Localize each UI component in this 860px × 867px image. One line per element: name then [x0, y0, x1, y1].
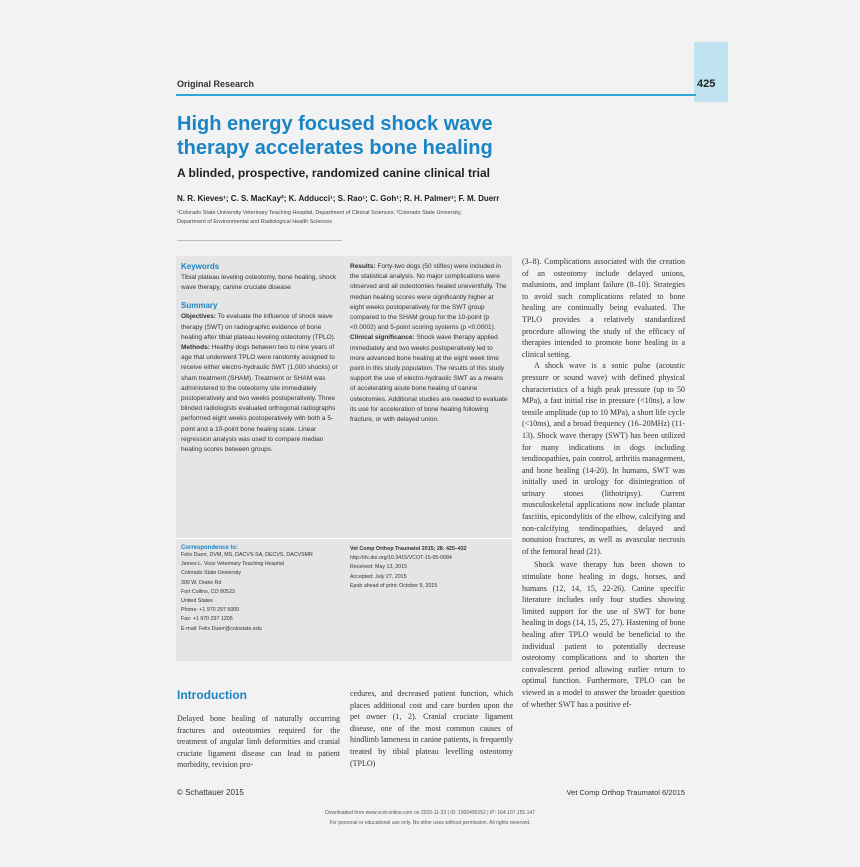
corr-line-5: Fort Collins, CO 80523 — [181, 588, 235, 595]
header-rule — [176, 94, 696, 96]
title-divider — [177, 240, 342, 241]
clinical-label: Clinical significance: — [350, 334, 415, 342]
corr-line-8: Fax: +1 970 297 1205 — [181, 616, 233, 623]
article-title — [177, 112, 537, 160]
results-paragraph — [350, 262, 508, 333]
author-list: N. R. Kieves¹; C. S. MacKay²; K. Adducci¹; S. Rao¹; C. Goh¹; R. H. Palmer¹; F. M. Duerr — [177, 194, 500, 203]
methods-paragraph — [181, 343, 339, 455]
correspondence-block — [181, 545, 341, 634]
corr-line-7: Phone: +1 970 297 5000 — [181, 607, 240, 614]
journal-issue-footer: Vet Comp Orthop Traumatol 6/2015 — [566, 788, 685, 797]
corr-line-4: 300 W. Drake Rd — [181, 579, 222, 586]
methods-label: Methods: — [181, 344, 210, 352]
corr-line-6: United States — [181, 598, 213, 605]
title-line-2: therapy accelerates bone healing — [177, 137, 493, 159]
methods-text: Healthy dogs between two to nine years of age that underwent TPLO were randomly assigned to receive either electro-hydraulic SWT (1,000 shocks) or sham treatment (SHAM). Treatment or SHAM was administered to the osteotomy site immediately postoperatively and two weeks postoperatively. Three blinded radiologists evaluated orthogonal radiographs performed eight weeks postoperatively with both a 5-point and a 10-point bone healing scale. Linear regression analysis was used to compare median healing scores between groups. — [181, 344, 338, 454]
abstract-box-divider — [176, 538, 512, 539]
body-right-column — [522, 256, 685, 710]
citation-accepted: Accepted: July 27, 2015 — [350, 573, 407, 580]
summary-heading: Summary — [181, 301, 218, 311]
article-subtitle: A blinded, prospective, randomized canine clinical trial — [177, 166, 490, 180]
corr-line-2: James L. Voss Veterinary Teaching Hospital — [181, 561, 284, 568]
results-text: Forty-two dogs (50 stifles) were included in the statistical analysis. No major complications were observed and all osteotomies healed uneventfully. The median healing scores were significantly higher at eight weeks postoperatively for the SWT group compared to the SHAM group for the 10-point (p <0.0002) and 5-point scoring systems (p <0.0001). — [350, 263, 507, 332]
abstract-left-column — [181, 262, 339, 455]
corr-line-9: E-mail: Felix.Duerr@colostate.edu — [181, 625, 262, 632]
citation-epub: Epub ahead of print: October 9, 2015 — [350, 582, 438, 589]
affiliations — [177, 209, 517, 227]
body-paragraph-2: A shock wave is a sonic pulse (acoustic pressure or sound wave) with defined physical characteristics of a high peak pressure (up to 50 MPa), a fast initial rise in pressure (<10ns), a low tensile amplitude (up to 10 MPa), a short life cycle (<10ms), and a broad frequency (16–20MHz) (11-13). Shock wave therapy (SWT) has been utilized for many indications in dogs including tendinopathies, pain control, arthritis management, and bone healing (14-20). In humans, SWT was initially used in urology for disintegration of urinary stones (lithotripsy). Current musculoskeletal applications now include plantar fasciitis, epicondylitis of the elbow, calcifying and non-calcifying tendinopathies, delayed and nonunion fractures, as well as avascular necrosis of the femoral head (21). — [522, 361, 685, 556]
objectives-paragraph — [181, 312, 339, 343]
introduction-text-left: Delayed bone healing of naturally occurring fractures and osteotomies required for the treatment of angular limb deformities and cranial cruciate ligament disease can lead to patient morbidity, revision pro- — [177, 714, 340, 770]
page-number: 425 — [697, 78, 716, 90]
body-paragraph-1: (3–8). Complications associated with the creation of an osteotomy include delayed unions, malunions, and implant failure (8–10). Strategies to avoid such complications related to bone healing are continually being evaluated. The TPLO provides a relatively standardized procedure allowing the study of the efficacy of therapies intended to promote bone healing in a clinical setting. — [522, 257, 685, 359]
affiliation-line-1: ¹Colorado State University Veterinary Teaching Hospital, Department of Clinical Sciences; ²Colorado State University, — [177, 210, 462, 216]
citation-block — [350, 545, 510, 591]
objectives-text: To evaluate the influence of shock wave therapy (SWT) on radiographic evidence of bone healing after tibial plateau leveling osteotomy (TPLO). — [181, 313, 336, 341]
clinical-paragraph — [350, 333, 508, 425]
abstract-right-column — [350, 262, 508, 425]
citation-received: Received: May 13, 2015 — [350, 564, 408, 571]
citation-journal: Vet Comp Orthop Traumatol 2015; 28: 425–432 — [350, 546, 467, 552]
usage-notice: For personal or educational use only. No other uses without permission. All rights reserved. — [329, 820, 531, 826]
clinical-text: Shock wave therapy applied immediately and two weeks postoperatively led to more advanced bone healing at the eight week time point in this study population. The results of this study support the use of electro-hydraulic SWT as a means of accelerating acute bone healing of canine osteotomies. Additional studies are needed to evaluate its use for acceleration of bone healing following fracture, or with delayed union. — [350, 334, 508, 424]
citation-doi: http://dx.doi.org/10.3415/VCOT-15-05-0084 — [350, 555, 452, 562]
corr-line-1: Felix Duerr, DVM, MS, DACVS-SA, DECVS, DACVSMR — [181, 552, 313, 558]
section-label: Original Research — [177, 79, 255, 89]
introduction-text-middle: cedures, and decreased patient function, which places additional cost and care burden upon the pet owner (1, 2). Cranial cruciate ligament disease, one of the most common causes of hindlimb lameness in canine patients, is frequently treated by tibial plateau levelling osteotomy (TPLO) — [350, 689, 513, 768]
download-notice: Downloaded from www.vcot-online.com on 2015-11-23 | ID: 1000490152 | IP: 164.107.155.147 — [325, 810, 535, 816]
results-label: Results: — [350, 263, 376, 270]
corr-line-3: Colorado State University — [181, 570, 242, 577]
title-line-1: High energy focused shock wave — [177, 113, 493, 135]
objectives-label: Objectives: — [181, 313, 217, 321]
affiliation-line-2: Department of Environmental and Radiological Health Sciences — [177, 219, 333, 225]
body-paragraph-3: Shock wave therapy has been shown to stimulate bone healing in dogs, horses, and humans (12, 14, 15, 22-26). Canine specific literature includes only four studies showing limited support for the use of SWT for bone healing in dogs (14, 15, 25, 27). Hastening of bone healing after TPLO would be beneficial to the individual patient to potentially decrease osteotomy complications and to shorten the convalescent period allowing earlier return to optimal function. Furthermore, TPLO can be viewed as a model to answer the broader question of whether SWT has a positive ef- — [522, 560, 685, 709]
correspondence-heading: Correspondence to: — [181, 545, 239, 551]
introduction-heading: Introduction — [177, 688, 247, 702]
keywords-heading: Keywords — [181, 262, 220, 271]
keywords-text: Tibial plateau leveling osteotomy, bone healing, shock wave therapy, canine cruciate disease — [181, 274, 337, 292]
page-number-tab — [694, 42, 728, 102]
copyright-footer: © Schattauer 2015 — [177, 788, 244, 797]
